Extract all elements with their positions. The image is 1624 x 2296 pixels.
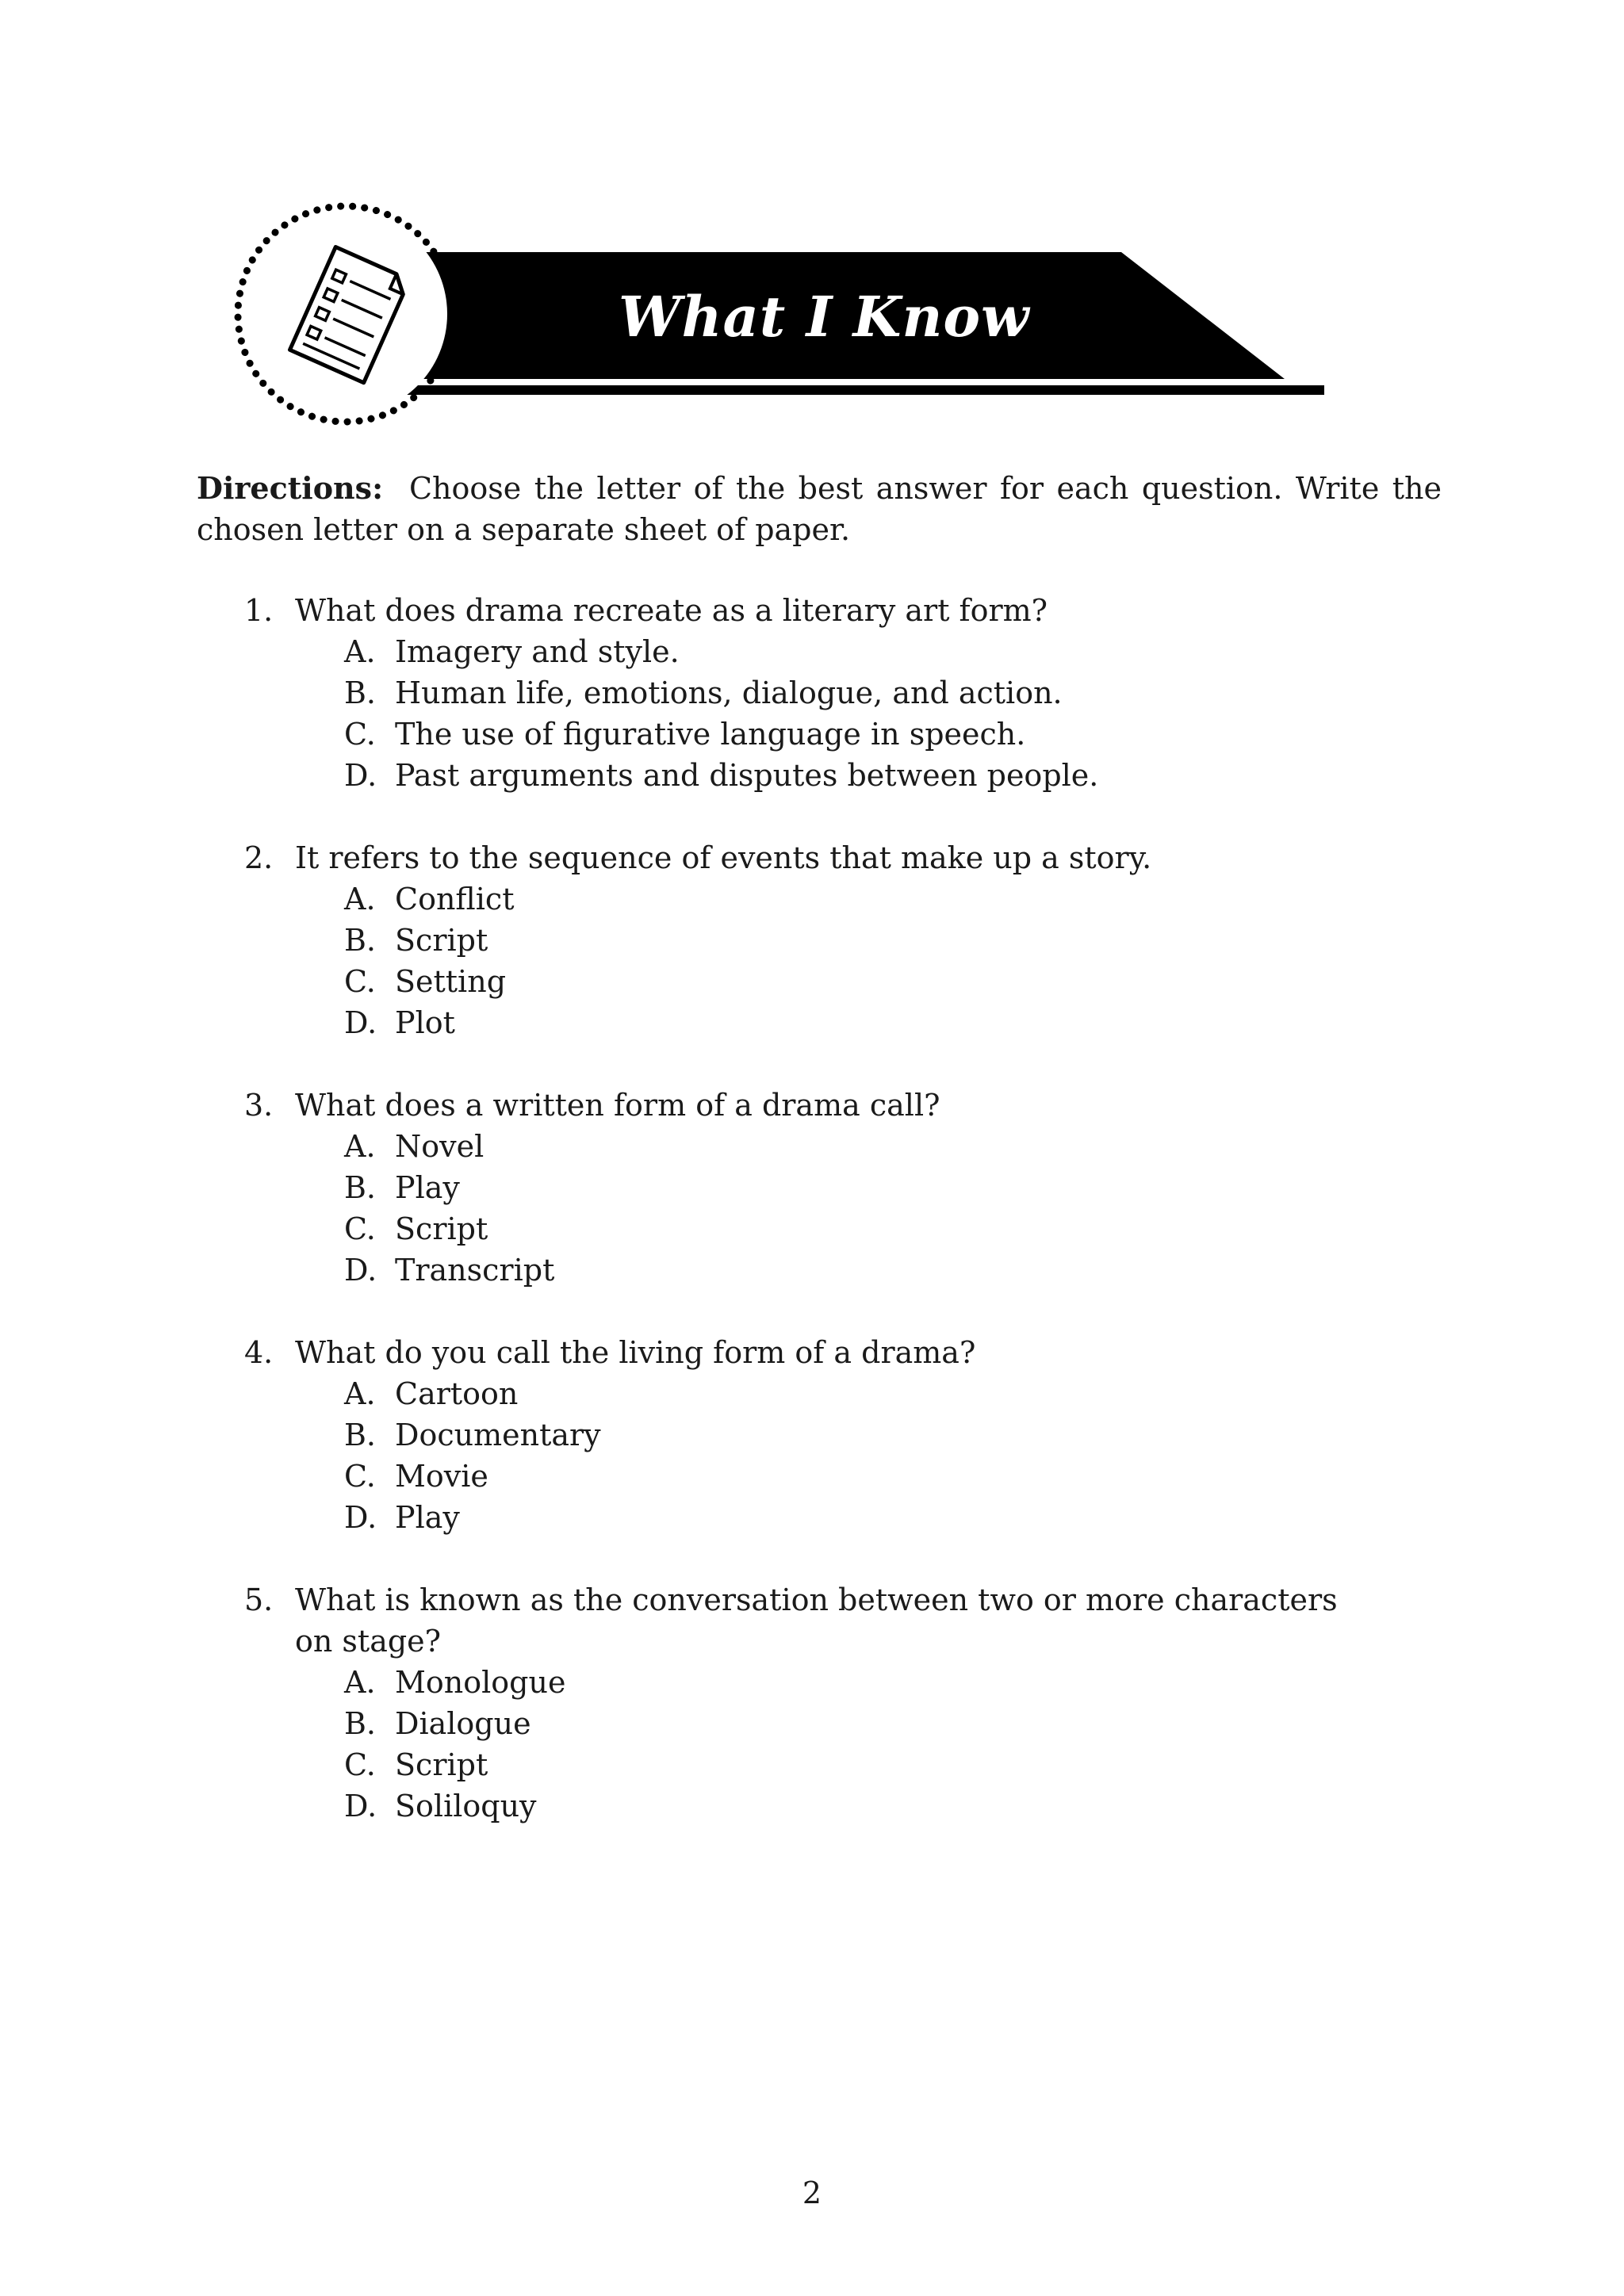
option-letter: A. [344, 882, 376, 916]
option-letter: A. [344, 634, 376, 669]
question-text: What does drama recreate as a literary art form? [295, 593, 1048, 628]
answer-option [0, 1785, 1624, 1827]
option-letter: D. [344, 1500, 377, 1535]
page-number: 2 [802, 2175, 822, 2210]
answer-option [0, 1167, 1624, 1208]
option-letter: B. [344, 675, 377, 710]
answer-option [0, 1002, 1624, 1043]
option-letter: B. [344, 1418, 377, 1452]
option-text: Conflict [395, 882, 515, 916]
checklist-document-icon [232, 200, 460, 428]
option-text: Script [395, 1211, 488, 1246]
option-letter: C. [344, 964, 376, 999]
question-2 [0, 837, 1624, 1043]
option-text: Soliloquy [395, 1789, 537, 1823]
question-3 [0, 1085, 1624, 1291]
option-letter: B. [344, 923, 377, 958]
question-5 [0, 1579, 1624, 1827]
option-text: Past arguments and disputes between people. [395, 758, 1099, 793]
option-text: Documentary [395, 1418, 601, 1452]
answer-option [0, 961, 1624, 1002]
option-letter: D. [344, 1005, 377, 1040]
option-letter: C. [344, 1747, 376, 1782]
option-letter: B. [344, 1170, 377, 1205]
directions-label: Directions: [197, 470, 384, 506]
option-letter: A. [344, 1665, 376, 1700]
answer-option [0, 920, 1624, 961]
question-text: What does a written form of a drama call? [295, 1088, 940, 1123]
option-text: Transcript [395, 1253, 555, 1288]
directions-text: Choose the letter of the best answer for each question. Write the chosen letter on a separate sheet of paper. [197, 471, 1442, 547]
question-number: 2. [244, 840, 274, 875]
answer-option [0, 714, 1624, 755]
question-number: 5. [244, 1582, 274, 1617]
answer-option [0, 1497, 1624, 1538]
answer-option [0, 1126, 1624, 1167]
answer-option [0, 672, 1624, 714]
option-letter: D. [344, 1253, 377, 1288]
option-text: Plot [395, 1005, 455, 1040]
answer-option [0, 1744, 1624, 1785]
answer-option [0, 1456, 1624, 1497]
option-text: Human life, emotions, dialogue, and action. [395, 675, 1063, 710]
option-text: Play [395, 1170, 460, 1205]
option-letter: A. [344, 1376, 376, 1411]
option-letter: D. [344, 1789, 377, 1823]
option-letter: B. [344, 1706, 377, 1741]
question-text: What do you call the living form of a drama? [295, 1335, 976, 1370]
option-text: Monologue [395, 1665, 566, 1700]
answer-option [0, 755, 1624, 796]
answer-option [0, 1208, 1624, 1249]
option-text: Imagery and style. [395, 634, 680, 669]
option-letter: C. [344, 717, 376, 752]
option-text: Cartoon [395, 1376, 519, 1411]
answer-option [0, 1703, 1624, 1744]
question-1 [0, 590, 1624, 796]
option-text: Play [395, 1500, 460, 1535]
answer-option [0, 1249, 1624, 1291]
option-text: Setting [395, 964, 507, 999]
option-letter: A. [344, 1129, 376, 1164]
question-list [0, 590, 1624, 1868]
section-title: What I Know [619, 284, 1030, 350]
question-number: 4. [244, 1335, 274, 1370]
answer-option [0, 1373, 1624, 1414]
answer-option [0, 878, 1624, 920]
question-number: 1. [244, 593, 274, 628]
option-text: The use of figurative language in speech. [395, 717, 1026, 752]
option-text: Movie [395, 1459, 488, 1494]
answer-option [0, 1662, 1624, 1703]
option-text: Novel [395, 1129, 485, 1164]
option-text: Script [395, 1747, 488, 1782]
option-text: Script [395, 923, 488, 958]
question-text: It refers to the sequence of events that make up a story. [295, 840, 1152, 875]
option-letter: C. [344, 1459, 376, 1494]
question-4 [0, 1332, 1624, 1538]
question-number: 3. [244, 1088, 274, 1123]
option-letter: C. [344, 1211, 376, 1246]
option-letter: D. [344, 758, 377, 793]
option-text: Dialogue [395, 1706, 531, 1741]
question-text: What is known as the conversation between two or more characters on stage? [295, 1582, 1338, 1659]
answer-option [0, 631, 1624, 672]
answer-option [0, 1414, 1624, 1456]
directions [197, 468, 1442, 550]
